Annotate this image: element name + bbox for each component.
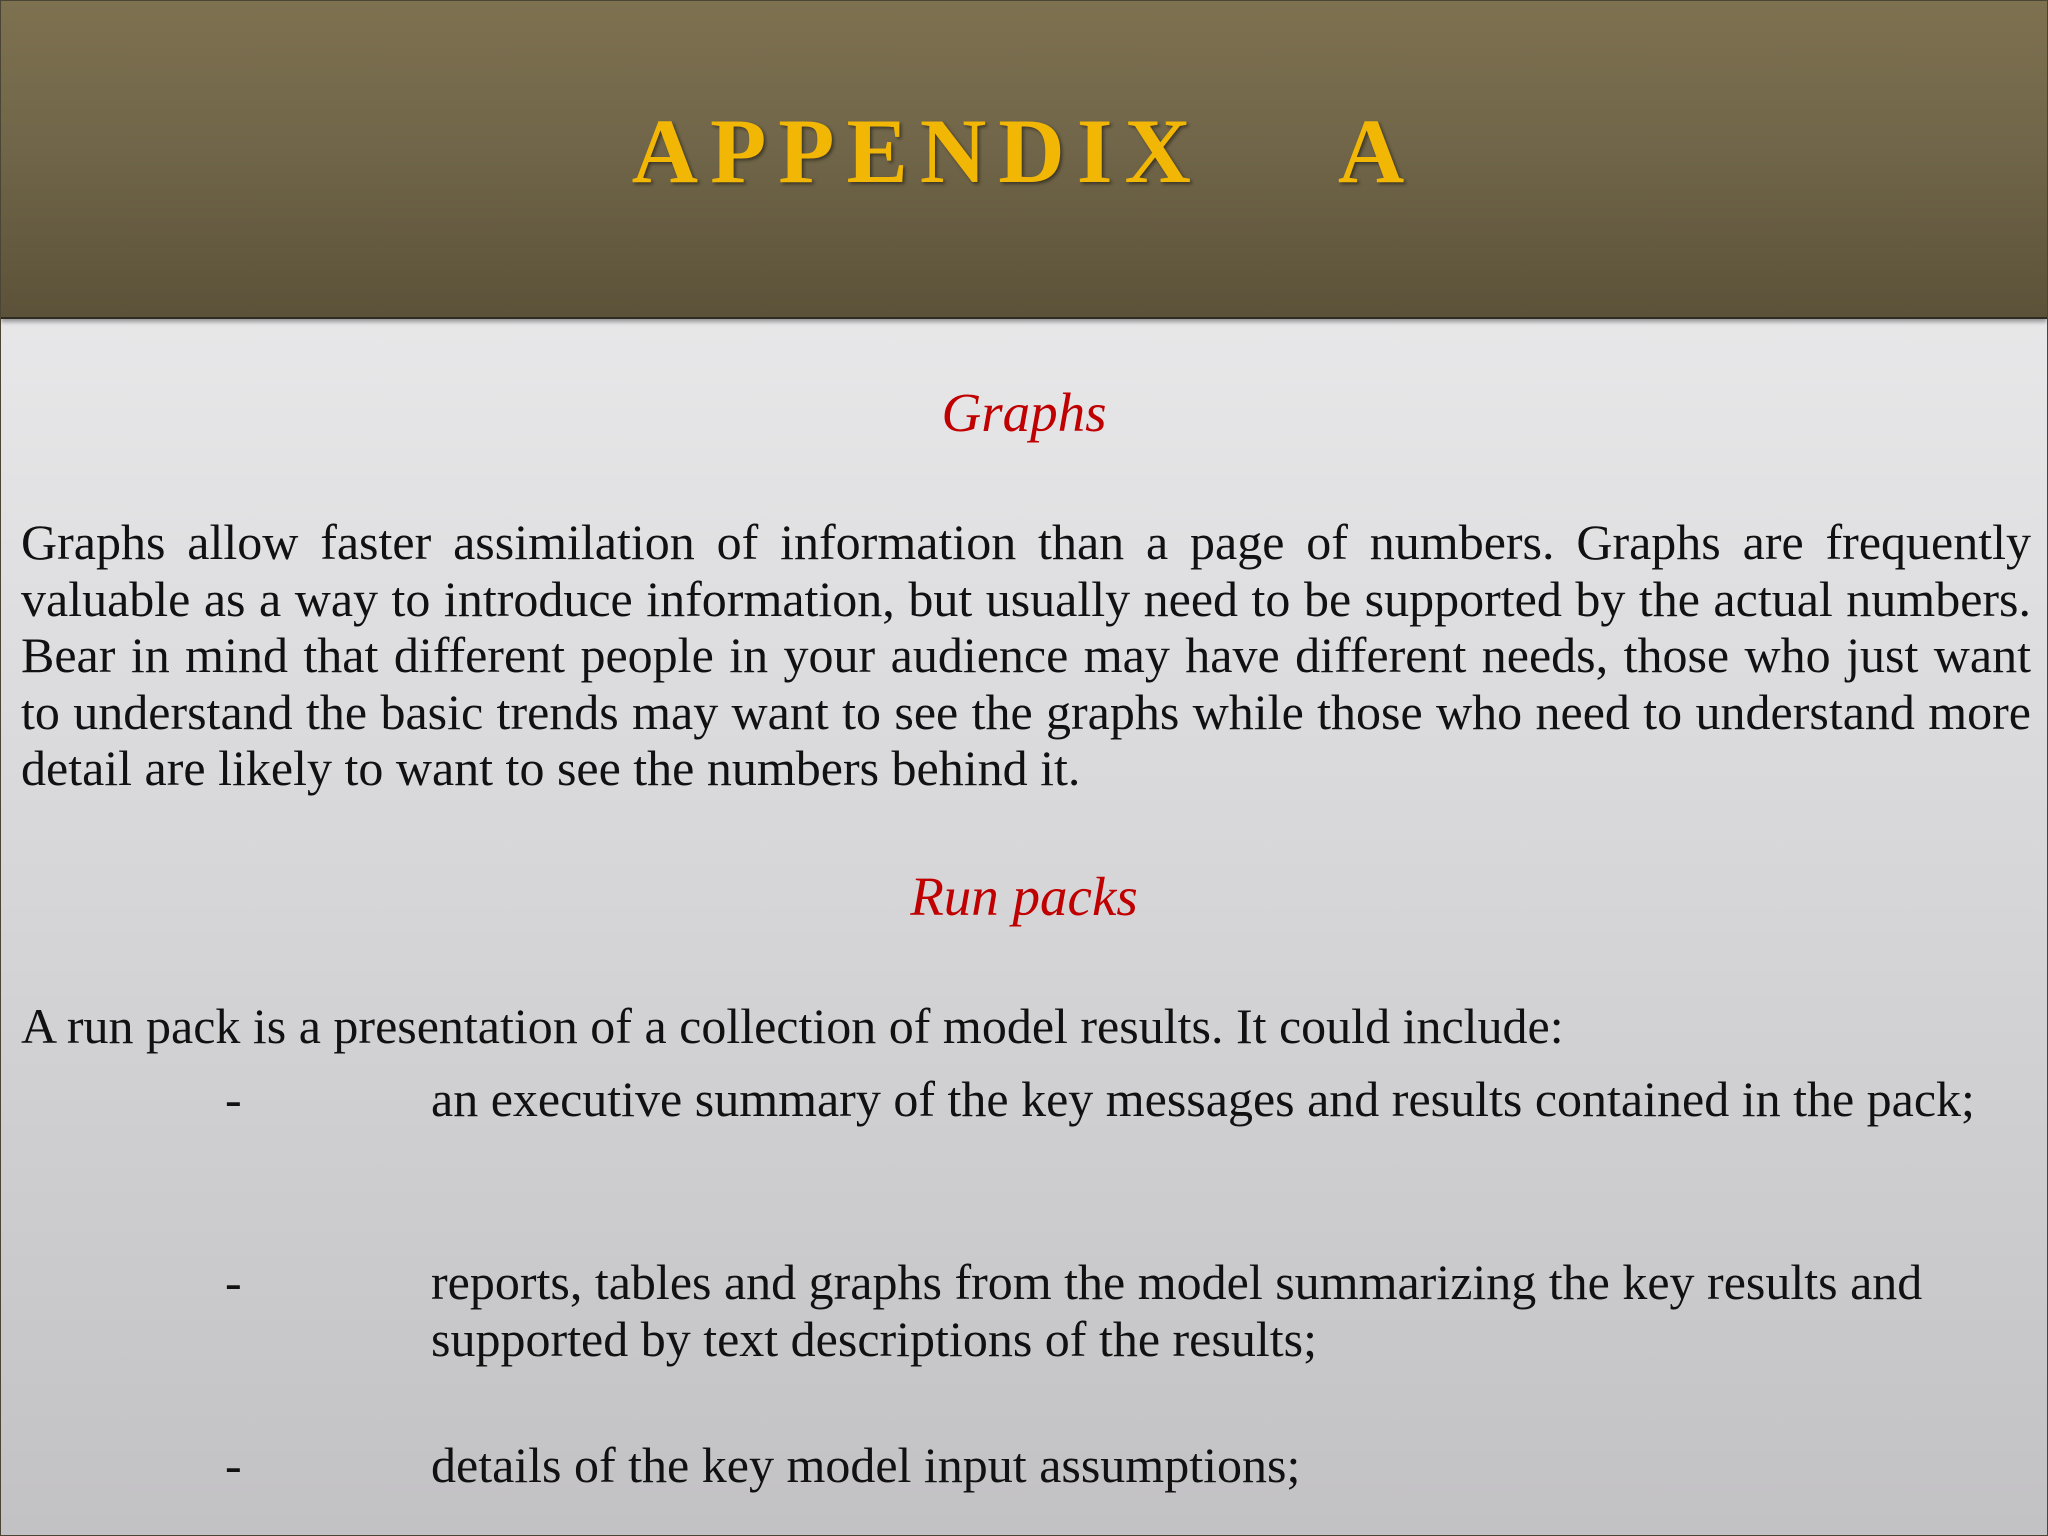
bullet-text: reports, tables and graphs from the model summarizing the key results and supported by text descriptions of the results; [431, 1254, 1923, 1367]
bullet-text: details of the key model input assumptions; [431, 1437, 1301, 1493]
graphs-paragraph: Graphs allow faster assimilation of information than a page of numbers. Graphs are frequently valuable as a way to introduce information, but usually need to be supported by the actual numbers. Bear in mind that different people in your audience may have different needs, those who just want to understand the basic trends may want to see the graphs while those who need to understand more detail are likely to want to see the numbers behind it. [21, 514, 2031, 796]
bullet-marker: - [225, 1254, 242, 1310]
bullet-text: an executive summary of the key messages and results contained in the pack; [431, 1071, 1975, 1127]
section-heading-graphs: Graphs [941, 382, 1107, 443]
bullet-marker: - [225, 1071, 242, 1127]
title-bar [1, 1, 2047, 319]
list-item [1, 1071, 2047, 1201]
bullet-marker: - [225, 1437, 242, 1493]
run-packs-intro: A run pack is a presentation of a collection of model results. It could include: [21, 998, 1564, 1054]
list-item [1, 1254, 2047, 1384]
slide-title: APPENDIX A [631, 100, 1417, 202]
list-item [1, 1437, 2047, 1536]
section-heading-run-packs: Run packs [910, 866, 1138, 927]
